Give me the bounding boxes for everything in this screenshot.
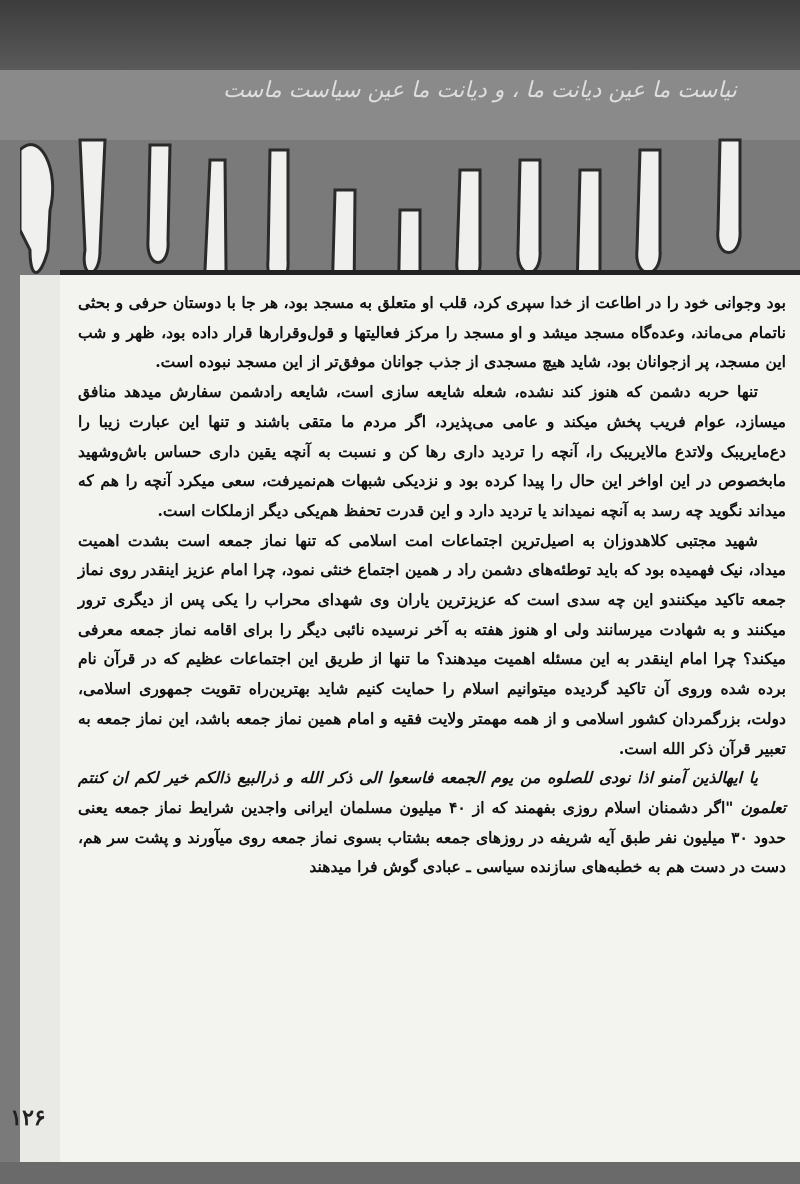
page-number: ۱۲۶ [10, 1105, 46, 1131]
top-dark-band [0, 0, 800, 70]
paragraph-1: بود وجوانی خود را در اطاعت از خدا سپری کرد، قلب او متعلق به مسجد بود، هر جا با دوستان حرفی و بحثی ناتمام می‌ماند، وعده‌گاه مسجد میشد و او مسجد را مرکز فعالیتها و قول‌وقرارها قرار داده بود، ظهر و شب این مسجد، پر ازجوانان بود، شاید هیچ مسجدی از جذب جوانان موفق‌تر از این مسجد نبوده است. [78, 293, 786, 372]
paragraph-2: تنها حربه دشمن که هنوز کند نشده، شعله شایعه سازی است، شایعه رادشمن سفارش میدهد منافق میسازد، عوام فریب پخش میکند و عامی می‌پذیرد، اگر مردم ما متقی باشند و تنها این عبارت زیبا را دع‌مایریبک ولاتدع مالایریبک را، آنچه را تردید داری رها کن و نسبت به آنچه یقین داری حساس باش‌وشهید مابخصوص در این اواخر این حال را پیدا کرده بود و نزدیکی شبهات هم‌نمیرفت، سعی میکرد آنچه را هم که میداند نگوید چه رسد به آنچه نمیداند یا تردید دارد و این قدرت تحفظ هم‌یکی دیگر ازملکات است. [78, 382, 786, 520]
paragraph-3: شهید مجتبی کلاهدوزان به اصیل‌ترین اجتماعات امت اسلامی که تنها نماز جمعه است بشدت اهمیت میداد، نیک فهمیده بود که باید توطئه‌های دشمن راد ر همین اجتماع خنثی نمود، چرا امام عزیز اینقدر روی نماز جمعه تاکید میکنندو این چه سدی است که عزیزترین یاران وی شهدای محراب را یکی پس از دیگری ترور میکنند و به شهادت میرسانند ولی او هنوز هفته به آخر نرسیده نائبی دیگر را برای اقامه نماز جمعه معرفی میکند؟ چرا امام اینقدر به این مسئله اهمیت میدهند؟ ما تنها از طریق این اجتماعات عظیم که در قرآن نام برده شده وروی آن تاکید گردیده میتوانیم اسلام را حمایت کنیم شاید بهترین‌راه تقویت جمهوری اسلامی، دولت، بزرگمردان کشور اسلامی و از همه مهمتر ولایت فقیه و امام همین نماز جمعه باشد، این نماز جمعه به تعبیر قرآن ذکر الله است. [78, 530, 786, 758]
header-quote: نیاست ما عین دیانت ما ، و دیانت ما عین سیاست ماست [223, 78, 737, 103]
quran-verse: یا ایهالذین آمنو اذا نودی للصلوه من یوم الجمعه فاسعوا الی ذکر الله و ذرالبیع ذالکم خیر لکم ان کنتم تعلمون [78, 768, 786, 817]
left-border-strip [20, 275, 63, 1165]
bottom-dark-band [0, 1162, 800, 1184]
article-body [78, 288, 786, 882]
paragraph-4 [78, 763, 786, 882]
paragraph-4-text: "اگر دشمنان اسلام روزی بفهمند که از ۴۰ میلیون مسلمان ایرانی واجدین شرایط نماز جمعه یعنی حدود ۳۰ میلیون نفر طبق آیه شریفه در روزهای جمعه بشتاب بسوی نماز جمعه روی میآورند و پشت سر هم، دست در دست هم به خطبه‌های سازنده سیاسی ـ عبادی گوش فرا میدهند [78, 797, 786, 877]
